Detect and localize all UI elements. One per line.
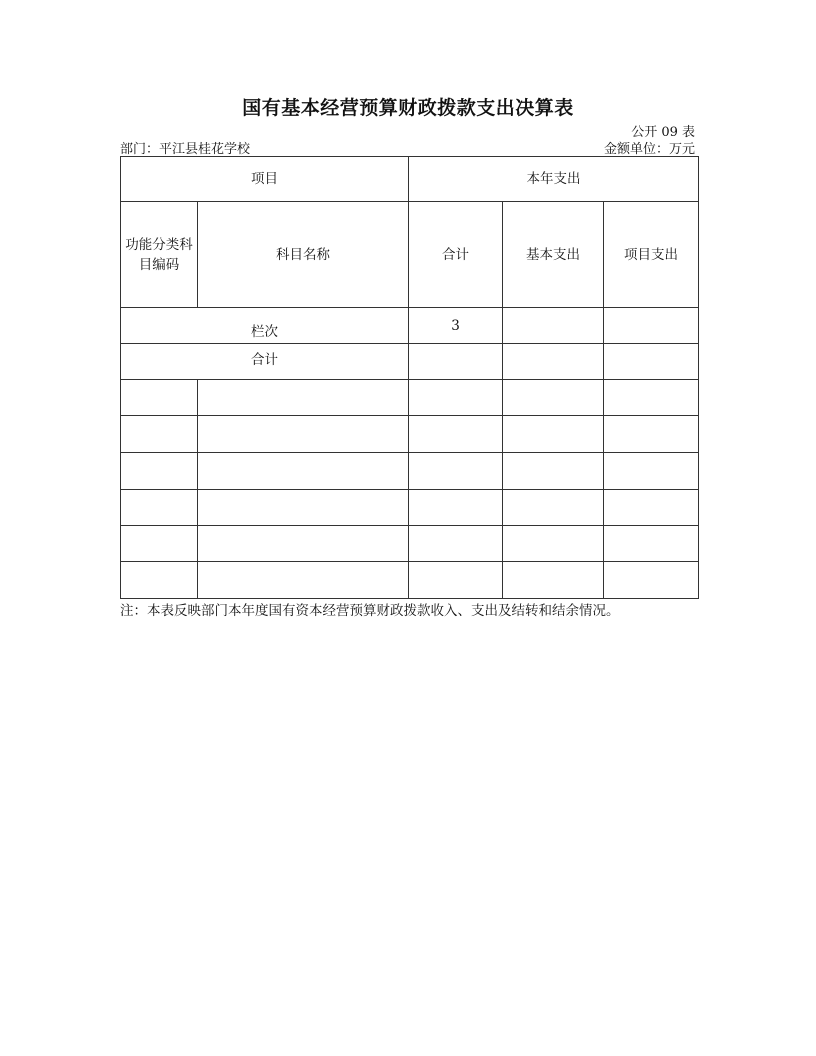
- table-row: [121, 562, 699, 599]
- column-index-label: 栏次: [121, 308, 409, 344]
- table-cell: [121, 416, 198, 453]
- total-row-basic: [503, 344, 604, 380]
- table-cell: [503, 380, 604, 416]
- table-cell: [503, 526, 604, 562]
- column-index-project: [604, 308, 699, 344]
- table-row: [121, 526, 699, 562]
- table-cell: [604, 526, 699, 562]
- table-cell: [409, 490, 503, 526]
- header-basic-expenditure: 基本支出: [503, 202, 604, 308]
- table-row: [121, 453, 699, 490]
- table-cell: [604, 453, 699, 490]
- total-row-total: [409, 344, 503, 380]
- header-item: 项目: [121, 157, 409, 202]
- table-cell: [409, 380, 503, 416]
- form-number: 公开 09 表: [631, 125, 695, 140]
- total-row-project: [604, 344, 699, 380]
- table-cell: [503, 490, 604, 526]
- header-row-2: [121, 202, 699, 308]
- amount-unit-label: 金额单位：万元: [603, 142, 695, 157]
- table-cell: [198, 562, 409, 599]
- table-cell: [198, 380, 409, 416]
- header-subject-name: 科目名称: [198, 202, 409, 308]
- table-row: [121, 490, 699, 526]
- table-row: [121, 416, 699, 453]
- report-title: 国有基本经营预算财政拨款支出决算表: [242, 97, 574, 119]
- header-total: 合计: [409, 202, 503, 308]
- header-project-expenditure: 项目支出: [604, 202, 699, 308]
- table-cell: [121, 490, 198, 526]
- table-cell: [604, 562, 699, 599]
- column-index-basic: [503, 308, 604, 344]
- table-cell: [409, 453, 503, 490]
- table-row: [121, 380, 699, 416]
- table-cell: [409, 526, 503, 562]
- table-cell: [409, 562, 503, 599]
- table-cell: [198, 526, 409, 562]
- table-cell: [198, 490, 409, 526]
- expenditure-table: [120, 156, 699, 599]
- table-cell: [604, 490, 699, 526]
- department-label: 部门：平江县桂花学校: [120, 142, 251, 157]
- column-index-row: [121, 308, 699, 344]
- footnote: 注：本表反映部门本年度国有资本经营预算财政拨款收入、支出及结转和结余情况。: [120, 603, 620, 619]
- table-cell: [121, 526, 198, 562]
- total-row-label: 合计: [121, 344, 409, 380]
- table-cell: [121, 380, 198, 416]
- table-cell: [503, 562, 604, 599]
- table-cell: [503, 416, 604, 453]
- total-row: [121, 344, 699, 380]
- table-cell: [604, 380, 699, 416]
- header-current-year: 本年支出: [409, 157, 699, 202]
- table-cell: [121, 562, 198, 599]
- table-cell: [409, 416, 503, 453]
- table-cell: [503, 453, 604, 490]
- header-row-1: [121, 157, 699, 202]
- header-function-code: 功能分类科目编码: [121, 202, 198, 308]
- column-index-total: 3: [409, 308, 503, 344]
- table-cell: [198, 453, 409, 490]
- table-cell: [604, 416, 699, 453]
- table-cell: [198, 416, 409, 453]
- table-cell: [121, 453, 198, 490]
